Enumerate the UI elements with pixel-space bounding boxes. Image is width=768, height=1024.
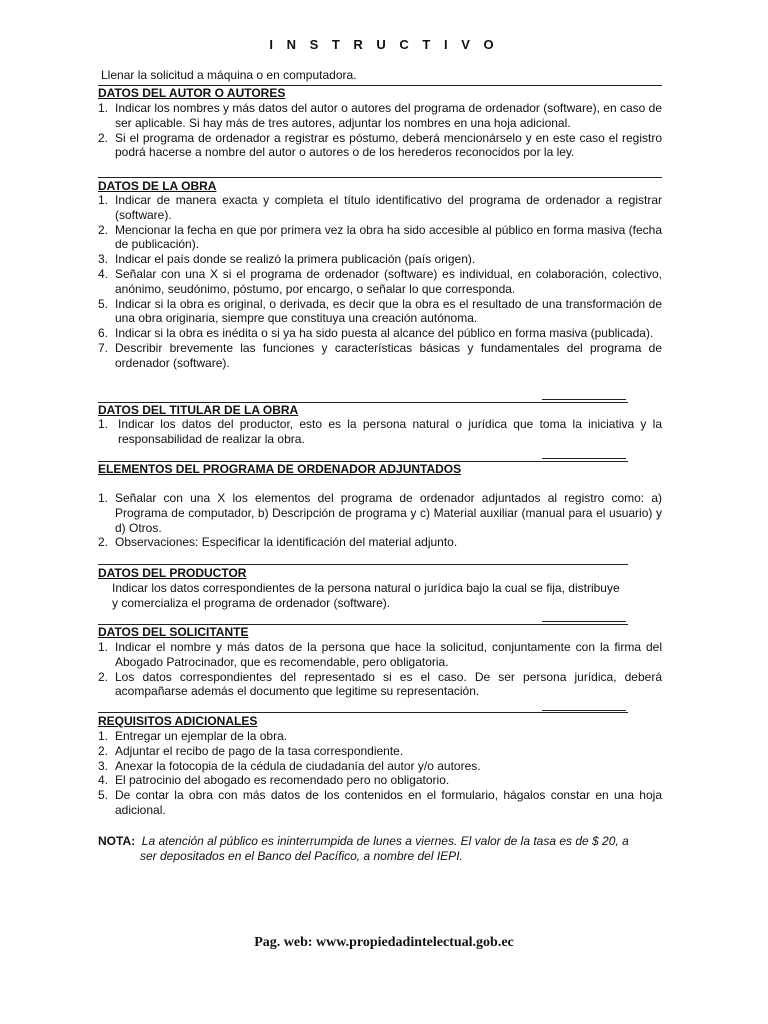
section-title-requisitos: REQUISITOS ADICIONALES xyxy=(98,714,258,728)
section-title-elementos: ELEMENTOS DEL PROGRAMA DE ORDENADOR ADJUNTADOS xyxy=(98,462,462,476)
item-number: 2. xyxy=(98,669,109,684)
item-number: 1. xyxy=(98,729,109,743)
nota-text-line1: La atención al público es ininterrumpida de lunes a viernes. El valor de la tasa es de $ 20, a xyxy=(141,834,629,848)
list-item xyxy=(98,729,662,744)
item-number: 1. xyxy=(98,640,109,654)
obra-list xyxy=(98,193,662,371)
nota-line1 xyxy=(98,834,664,849)
list-item xyxy=(98,252,662,267)
item-number: 6. xyxy=(98,326,109,341)
list-item xyxy=(98,101,662,131)
list-item xyxy=(98,759,662,774)
item-number: 7. xyxy=(98,340,109,355)
item-text: Entregar un ejemplar de la obra. xyxy=(115,729,288,743)
item-text: Señalar con una X los elementos del programa de ordenador adjuntados al registro como: a) Programa de computador, b) Descripción de programa y c) Material auxiliar (manual para el usuario) y d) Otros. xyxy=(115,491,662,535)
requisitos-list xyxy=(98,729,662,818)
section-title-obra: DATOS DE LA OBRA xyxy=(98,179,217,193)
intro-instruction: Llenar la solicitud a máquina o en computadora. xyxy=(101,68,357,82)
list-item xyxy=(98,297,662,327)
item-text: Indicar los nombres y más datos del autor o autores del programa de ordenador (software), en caso de ser aplicable. Si hay más de tres autores, adjuntar los nombres en una hoja adicional. xyxy=(115,101,662,130)
item-text: Indicar si la obra es inédita o si ya ha sido puesta al alcance del público en forma masiva (publicada). xyxy=(115,326,654,341)
short-line xyxy=(542,710,626,711)
item-number: 3. xyxy=(98,758,109,773)
list-item xyxy=(98,341,662,371)
list-item xyxy=(98,417,662,447)
list-item xyxy=(98,267,662,297)
divider-line xyxy=(98,564,628,565)
item-text: Indicar si la obra es original, o derivada, es decir que la obra es el resultado de una transformación de una obra originaria, siempre que constituya una creación autónoma. xyxy=(115,296,662,326)
item-text: De contar la obra con más datos de los contenidos en el formulario, hágalos constar en una hoja adicional. xyxy=(115,788,662,817)
nota-text-line2: ser depositados en el Banco del Pacífico, a nombre del IEPI. xyxy=(140,849,463,863)
solicitante-list xyxy=(98,640,662,699)
section-title-productor: DATOS DEL PRODUCTOR xyxy=(98,566,247,580)
item-text: El patrocinio del abogado es recomendado pero no obligatorio. xyxy=(115,773,450,788)
list-item xyxy=(98,131,662,161)
section-title-titular: DATOS DEL TITULAR DE LA OBRA xyxy=(98,403,299,417)
item-text: Observaciones: Especificar la identificación del material adjunto. xyxy=(115,535,458,550)
item-text: Adjuntar el recibo de pago de la tasa correspondiente. xyxy=(115,743,404,758)
list-item xyxy=(98,491,662,535)
footer-web-link[interactable]: Pag. web: www.propiedadintelectual.gob.ec xyxy=(254,935,514,950)
item-text: Mencionar la fecha en que por primera vez la obra ha sido accesible al público en forma masiva (fecha de publicación). xyxy=(115,222,662,252)
titular-list xyxy=(98,417,662,447)
short-line xyxy=(542,458,626,459)
item-text: Si el programa de ordenador a registrar es póstumo, deberá mencionárselo y en este caso el registro podrá hacerse a nombre del autor o autores o de los herederos reconocidos por la ley. xyxy=(115,130,662,160)
short-line xyxy=(542,621,626,622)
item-text: Los datos correspondientes del representado si es el caso. De ser persona jurídica, deberá acompañarse además el documento que legitime su representación. xyxy=(115,669,662,699)
item-number: 5. xyxy=(98,296,109,311)
item-number: 4. xyxy=(98,773,109,788)
divider-line xyxy=(98,712,628,713)
item-number: 5. xyxy=(98,788,109,803)
elementos-list xyxy=(98,491,662,550)
section-title-autor: DATOS DEL AUTOR O AUTORES xyxy=(98,86,286,100)
item-text: Describir brevemente las funciones y características básicas y fundamentales del programa de ordenador (software). xyxy=(115,340,662,370)
item-number: 2. xyxy=(98,743,109,758)
item-text: Señalar con una X si el programa de ordenador (software) es individual, en colaboración, colectivo, anónimo, seudónimo, póstumo, por encargo, o señalar lo que corresponda. xyxy=(115,266,662,296)
item-number: 1. xyxy=(98,491,109,505)
item-text: Indicar de manera exacta y completa el título identificativo del programa de ordenador a registrar (software). xyxy=(115,193,662,222)
divider-line xyxy=(98,177,662,178)
item-text: Indicar el país donde se realizó la primera publicación (país origen). xyxy=(115,252,476,267)
item-number: 1. xyxy=(98,417,109,431)
list-item xyxy=(98,773,662,788)
list-item xyxy=(98,788,662,818)
section-title-solicitante: DATOS DEL SOLICITANTE xyxy=(98,625,249,639)
list-item xyxy=(98,326,662,341)
item-text: Anexar la fotocopia de la cédula de ciudadanía del autor y/o autores. xyxy=(115,758,481,773)
nota-block xyxy=(98,834,664,864)
item-number: 1. xyxy=(98,193,109,207)
item-number: 4. xyxy=(98,266,109,281)
item-number: 2. xyxy=(98,130,109,145)
item-number: 3. xyxy=(98,252,109,267)
list-item xyxy=(98,223,662,253)
list-item xyxy=(98,744,662,759)
item-number: 2. xyxy=(98,222,109,237)
list-item xyxy=(98,193,662,223)
item-number: 1. xyxy=(98,101,109,115)
item-number: 2. xyxy=(98,535,109,550)
short-line xyxy=(542,399,626,400)
item-text: Indicar el nombre y más datos de la persona que hace la solicitud, conjuntamente con la firma del Abogado Patrocinador, que es recomendable, pero obligatoria. xyxy=(115,640,662,669)
nota-label: NOTA: xyxy=(98,834,136,848)
item-text: Indicar los datos del productor, esto es la persona natural o jurídica que toma la iniciativa y la responsabilidad de realizar la obra. xyxy=(118,417,662,446)
list-item xyxy=(98,670,662,700)
list-item xyxy=(98,640,662,670)
document-title: I N S T R U C T I V O xyxy=(269,37,499,52)
productor-text-line2: y comercializa el programa de ordenador (software). xyxy=(112,596,391,610)
productor-text-line1: Indicar los datos correspondientes de la persona natural o jurídica bajo la cual se fija, distribuye xyxy=(112,581,620,595)
list-item xyxy=(98,535,662,550)
autor-list xyxy=(98,101,662,160)
